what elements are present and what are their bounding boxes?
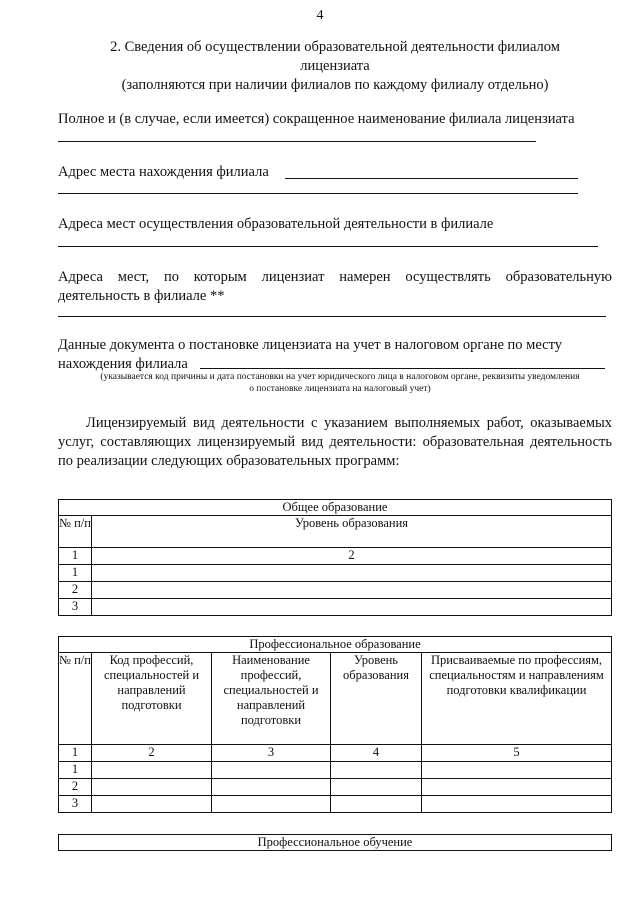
- intended-addresses-field[interactable]: [58, 316, 606, 317]
- tax-document-note-line-1: (указывается код причины и дата постановки на учет юридического лица в налоговом органе, реквизиты уведомления: [100, 372, 580, 382]
- index-cell-2: 2: [92, 548, 612, 565]
- qualification-cell[interactable]: [422, 762, 612, 779]
- level-cell[interactable]: [92, 582, 612, 599]
- codes-cell[interactable]: [92, 762, 212, 779]
- row-number: 1: [59, 565, 92, 582]
- tax-document-field[interactable]: [200, 368, 605, 369]
- heading-line-2: лицензиата: [300, 58, 370, 74]
- professional-training-title: Профессиональное обучение: [257, 835, 413, 849]
- activity-addresses-field[interactable]: [58, 246, 598, 247]
- heading-line-1: 2. Сведения об осуществлении образовательной деятельности филиалом: [110, 39, 560, 55]
- index-cell-5: 5: [422, 745, 612, 762]
- index-cell-3: 3: [212, 745, 331, 762]
- col-level-header: Уровень образования: [331, 653, 422, 745]
- col-codes-header: Код профессий, специальностей и направлений подготовки: [92, 653, 212, 745]
- professional-education-table: [58, 636, 612, 813]
- codes-cell[interactable]: [92, 779, 212, 796]
- page-number: 4: [316, 8, 324, 23]
- tax-document-label-line-1: Данные документа о постановке лицензиата на учет в налоговом органе по месту: [58, 337, 562, 353]
- names-cell[interactable]: [212, 796, 331, 813]
- codes-cell[interactable]: [92, 796, 212, 813]
- index-cell-4: 4: [331, 745, 422, 762]
- level-cell[interactable]: [331, 796, 422, 813]
- professional-education-title: Профессиональное образование: [59, 637, 612, 653]
- activity-addresses-label: Адреса мест осуществления образовательной деятельности в филиале: [58, 216, 494, 232]
- level-cell[interactable]: [92, 565, 612, 582]
- general-education-title: Общее образование: [59, 500, 612, 516]
- row-number: 2: [59, 779, 92, 796]
- table-row: [59, 565, 612, 582]
- col-qualification-header: Присваиваемые по профессиям, специальностям и направлениям подготовки квалификации: [422, 653, 612, 745]
- full-name-label: Полное и (в случае, если имеется) сокращенное наименование филиала лицензиата: [58, 111, 575, 127]
- table-row: [59, 796, 612, 813]
- qualification-cell[interactable]: [422, 796, 612, 813]
- row-number: 3: [59, 599, 92, 616]
- level-cell[interactable]: [331, 779, 422, 796]
- index-cell-2: 2: [92, 745, 212, 762]
- row-number: 3: [59, 796, 92, 813]
- index-cell-1: 1: [59, 745, 92, 762]
- table-row: [59, 599, 612, 616]
- branch-address-field[interactable]: [285, 178, 578, 179]
- tax-document-label-line-2: нахождения филиала: [58, 356, 188, 372]
- qualification-cell[interactable]: [422, 779, 612, 796]
- full-name-field[interactable]: [58, 141, 536, 142]
- table-row: [59, 582, 612, 599]
- level-cell[interactable]: [331, 762, 422, 779]
- professional-training-table: [58, 834, 612, 851]
- tax-document-note: [60, 371, 620, 395]
- col-names-header: Наименование профессий, специальностей и направлений подготовки: [212, 653, 331, 745]
- index-cell-1: 1: [59, 548, 92, 565]
- section-heading: [60, 38, 610, 95]
- row-number: 2: [59, 582, 92, 599]
- intended-addresses-label: Адреса мест, по которым лицензиат намерен осуществлять образовательную деятельность в филиале **: [58, 269, 612, 304]
- branch-address-label: Адрес места нахождения филиала: [58, 164, 269, 180]
- heading-line-3: (заполняются при наличии филиалов по каждому филиалу отдельно): [121, 77, 549, 93]
- branch-address-field-line-2[interactable]: [58, 193, 578, 194]
- general-education-table: [58, 499, 612, 616]
- table-row: [59, 779, 612, 796]
- table-row: [59, 762, 612, 779]
- names-cell[interactable]: [212, 779, 331, 796]
- activity-paragraph: Лицензируемый вид деятельности с указанием выполняемых работ, оказываемых услуг, составляющих лицензируемый вид деятельности: образовательная деятельность по реализации следующих образовательных программ:: [58, 415, 612, 469]
- tax-document-note-line-2: о постановке лицензиата на налоговый учет): [249, 384, 431, 394]
- col-level-header: Уровень образования: [92, 516, 612, 548]
- col-num-header: № п/п: [59, 516, 92, 548]
- col-num-header: № п/п: [59, 653, 92, 745]
- row-number: 1: [59, 762, 92, 779]
- names-cell[interactable]: [212, 762, 331, 779]
- level-cell[interactable]: [92, 599, 612, 616]
